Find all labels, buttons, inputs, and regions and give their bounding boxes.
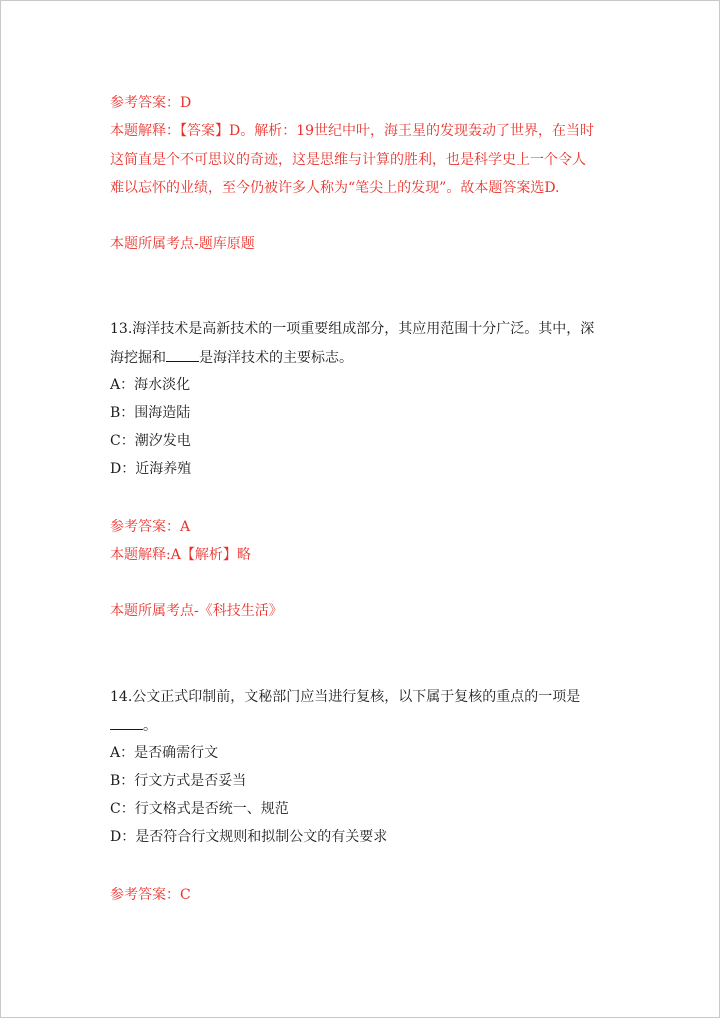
- q12-explanation-line-1: 本题解释：【答案】D。解析：19世纪中叶，海王星的发现轰动了世界，在当时: [110, 123, 595, 139]
- q13-explanation: 本题解释:A【解析】略: [110, 547, 251, 563]
- q13-option-d: D：近海养殖: [110, 461, 192, 477]
- q14-stem-suffix: 。: [143, 718, 157, 734]
- q14-option-b: B：行文方式是否妥当: [110, 773, 247, 789]
- q13-stem-suffix: 是海洋技术的主要标志。: [199, 350, 353, 366]
- q13-stem-line-2: [110, 347, 353, 368]
- q13-stem-line-1: 13.海洋技术是高新技术的一项重要组成部分，其应用范围十分广泛。其中，深: [110, 321, 595, 337]
- q12-category: 本题所属考点-题库原题: [110, 236, 255, 252]
- q14-answer: 参考答案：C: [110, 887, 191, 903]
- q13-category: 本题所属考点-《科技生活》: [110, 603, 283, 619]
- q14-option-a: A：是否确需行文: [110, 745, 219, 761]
- q13-option-b: B：围海造陆: [110, 405, 191, 421]
- q12-answer: 参考答案：D: [110, 95, 192, 111]
- q14-option-d: D：是否符合行文规则和拟制公文的有关要求: [110, 829, 388, 845]
- q12-explanation-line-2: 这简直是个不可思议的奇迹，这是思维与计算的胜利，也是科学史上一个令人: [110, 152, 586, 168]
- q14-stem-line-1: 14.公文正式印制前，文秘部门应当进行复核，以下属于复核的重点的一项是: [110, 689, 581, 705]
- q13-option-a: A：海水淡化: [110, 377, 191, 393]
- q13-answer: 参考答案：A: [110, 519, 191, 535]
- q14-blank: [110, 715, 143, 730]
- q12-explanation-line-3: 难以忘怀的业绩，至今仍被许多人称为“笔尖上的发现”。故本题答案选D.: [110, 180, 560, 196]
- q13-blank: [166, 347, 199, 362]
- q13-stem-prefix: 海挖掘和: [110, 350, 166, 366]
- q14-stem-line-2: [110, 715, 157, 736]
- q13-option-c: C：潮汐发电: [110, 433, 191, 449]
- q14-option-c: C：行文格式是否统一、规范: [110, 801, 289, 817]
